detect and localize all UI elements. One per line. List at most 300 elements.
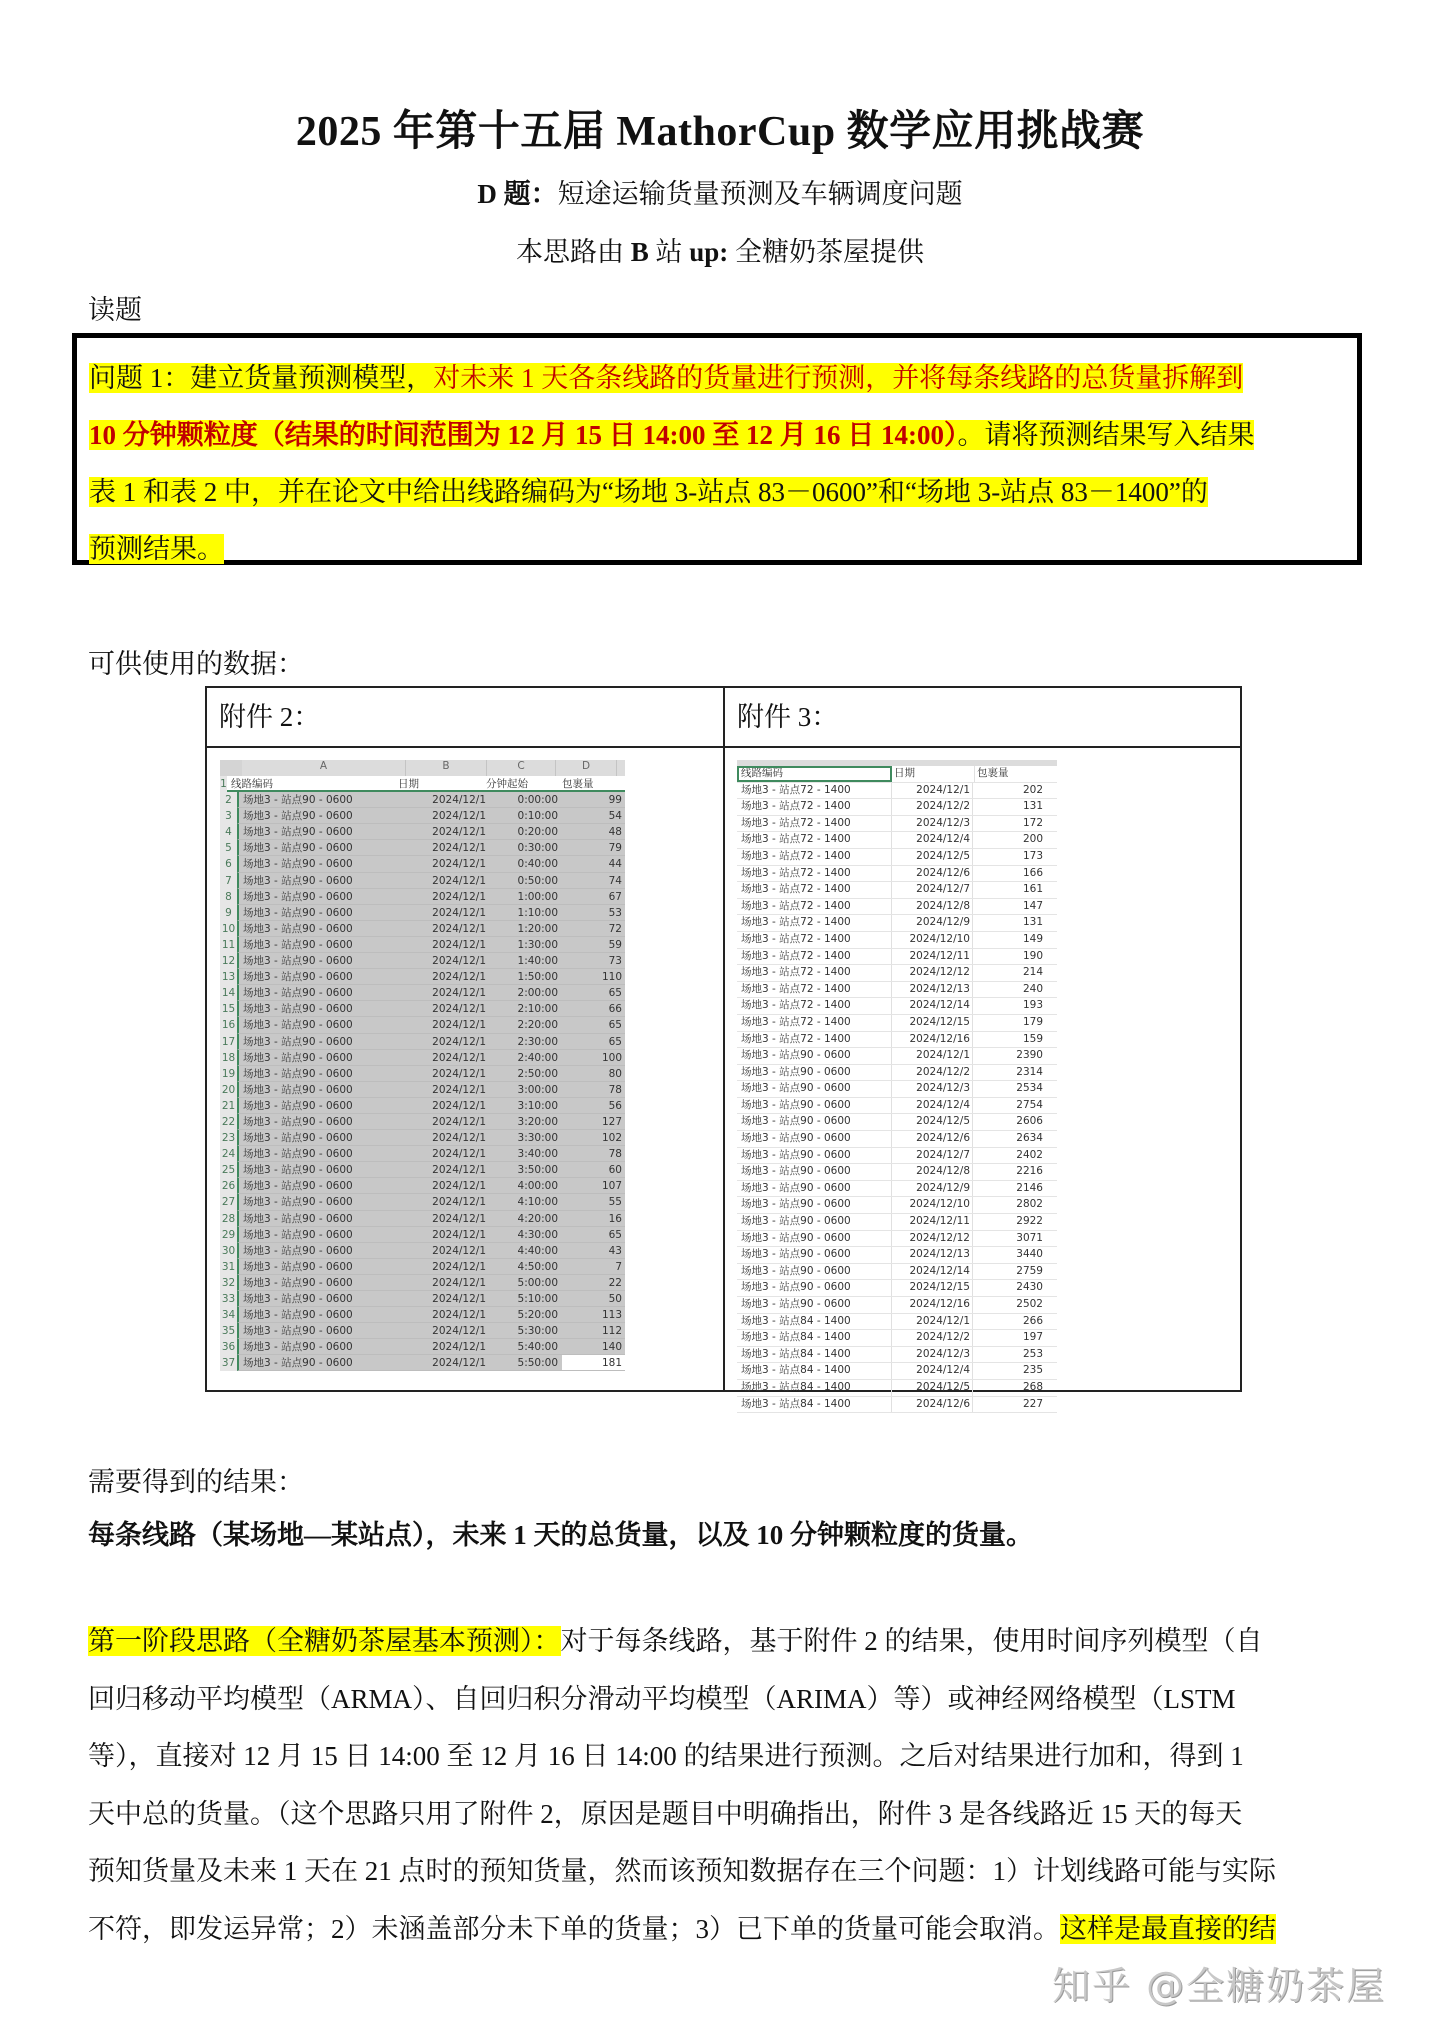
cell-date[interactable]: 2024/12/12 — [892, 1231, 973, 1247]
cell-package-count[interactable]: 65 — [608, 1035, 622, 1048]
table-row — [737, 1397, 1057, 1414]
cell-route-code[interactable]: 场地3 - 站点90 - 0600 — [737, 1081, 892, 1097]
table-row — [220, 1323, 625, 1339]
cell-route-code[interactable]: 场地3 - 站点90 - 0600 — [243, 1035, 353, 1048]
cell-date[interactable]: 2024/12/16 — [892, 1032, 973, 1048]
cell-package-count[interactable]: 202 — [1022, 783, 1043, 796]
cell-route-code[interactable]: 场地3 - 站点90 - 0600 — [737, 1181, 892, 1197]
cell-minute-start[interactable]: 3:30:00 — [517, 1132, 558, 1145]
cell-date[interactable]: 2024/12/1 — [432, 1115, 486, 1128]
cell-date[interactable]: 2024/12/1 — [892, 1048, 973, 1064]
cell-route-code[interactable]: 场地3 - 站点72 - 1400 — [737, 1032, 892, 1048]
cell-route-code[interactable]: 场地3 - 站点90 - 0600 — [243, 890, 353, 903]
cell-date[interactable]: 2024/12/15 — [892, 1280, 973, 1296]
cell-route-code[interactable]: 场地3 - 站点90 - 0600 — [243, 1357, 353, 1370]
table-row — [737, 1363, 1057, 1380]
cell-route-code[interactable]: 场地3 - 站点90 - 0600 — [243, 938, 353, 951]
row-number: 30 — [220, 1243, 237, 1259]
cell-route-code[interactable]: 场地3 - 站点90 - 0600 — [243, 842, 353, 855]
cell-route-code[interactable]: 场地3 - 站点90 - 0600 — [737, 1197, 892, 1213]
cell-minute-start[interactable]: 4:30:00 — [517, 1228, 558, 1241]
cell-package-count[interactable]: 112 — [601, 1325, 622, 1338]
cell-package-count[interactable]: 60 — [608, 1164, 622, 1177]
cell-minute-start[interactable]: 0:20:00 — [517, 826, 558, 839]
cell-date[interactable]: 2024/12/4 — [892, 1363, 973, 1379]
cell-package-count[interactable]: 53 — [608, 906, 622, 919]
col-letter-a: A — [242, 760, 406, 776]
cell-minute-start[interactable]: 2:30:00 — [517, 1035, 558, 1048]
cell-route-code[interactable]: 场地3 - 站点72 - 1400 — [737, 783, 892, 799]
cell-route-code[interactable]: 场地3 - 站点90 - 0600 — [737, 1131, 892, 1147]
cell-date[interactable]: 2024/12/1 — [432, 826, 486, 839]
cell-date[interactable]: 2024/12/1 — [432, 1228, 486, 1241]
credit-up: up: — [689, 237, 729, 267]
cell-route-code[interactable]: 场地3 - 站点90 - 0600 — [737, 1114, 892, 1130]
cell-date[interactable]: 2024/12/1 — [432, 1244, 486, 1257]
cell-minute-start[interactable]: 0:40:00 — [517, 858, 558, 871]
cell-date[interactable]: 2024/12/1 — [432, 906, 486, 919]
cell-package-count[interactable]: 102 — [601, 1132, 622, 1145]
cell-route-code[interactable]: 场地3 - 站点90 - 0600 — [243, 922, 353, 935]
cell-route-code[interactable]: 场地3 - 站点90 - 0600 — [243, 1260, 353, 1273]
question-text-2: 。请将预测结果写入结果 — [957, 420, 1255, 450]
table-row — [220, 1082, 625, 1098]
cell-date[interactable]: 2024/12/1 — [432, 1196, 486, 1209]
cell-route-code[interactable]: 场地3 - 站点72 - 1400 — [737, 799, 892, 815]
cell-route-code[interactable]: 场地3 - 站点72 - 1400 — [737, 982, 892, 998]
cell-route-code[interactable]: 场地3 - 站点90 - 0600 — [243, 810, 353, 823]
cell-date[interactable]: 2024/12/1 — [432, 890, 486, 903]
paragraph-line: 天中总的货量。（这个思路只用了附件 2，原因是题目中明确指出，附件 3 是各线路近 15 天的每天 — [88, 1798, 1243, 1829]
cell-package-count[interactable]: 2634 — [1016, 1132, 1043, 1145]
cell-package-count[interactable]: 159 — [1022, 1032, 1043, 1045]
table-row — [737, 1347, 1057, 1364]
row-number: 22 — [220, 1114, 237, 1130]
cell-route-code[interactable]: 场地3 - 站点90 - 0600 — [243, 1115, 353, 1128]
row-number: 11 — [220, 937, 237, 953]
cell-minute-start[interactable]: 5:20:00 — [517, 1309, 558, 1322]
cell-minute-start[interactable]: 3:40:00 — [517, 1148, 558, 1161]
cell-minute-start[interactable]: 5:00:00 — [517, 1276, 558, 1289]
cell-route-code[interactable]: 场地3 - 站点90 - 0600 — [243, 1325, 353, 1338]
row-cells — [237, 1146, 625, 1162]
cell-minute-start[interactable]: 1:20:00 — [517, 922, 558, 935]
results-text: 每条线路（某场地—某站点），未来 1 天的总货量，以及 10 分钟颗粒度的货量。 — [88, 1520, 1033, 1550]
cell-package-count[interactable]: 181 — [562, 1355, 625, 1370]
cell-minute-start[interactable]: 5:50:00 — [517, 1357, 558, 1370]
cell-date[interactable]: 2024/12/1 — [432, 1260, 486, 1273]
cell-minute-start[interactable]: 2:10:00 — [517, 1003, 558, 1016]
cell-package-count[interactable]: 110 — [601, 971, 622, 984]
cell-minute-start[interactable]: 1:40:00 — [517, 955, 558, 968]
cell-date[interactable]: 2024/12/1 — [432, 1003, 486, 1016]
cell-package-count[interactable]: 268 — [1022, 1380, 1043, 1393]
cell-date[interactable]: 2024/12/11 — [892, 949, 973, 965]
cell-package-count[interactable]: 2606 — [1016, 1115, 1043, 1128]
cell-route-code[interactable]: 场地3 - 站点90 - 0600 — [243, 1148, 353, 1161]
cell-date[interactable]: 2024/12/5 — [892, 1380, 973, 1396]
cell-date[interactable]: 2024/12/1 — [432, 842, 486, 855]
paragraph-line: 预知货量及未来 1 天在 21 点时的预知货量，然而该预知数据存在三个问题：1）计划线路可能与实际 — [88, 1856, 1276, 1886]
cell-package-count[interactable]: 65 — [608, 1019, 622, 1032]
cell-package-count[interactable]: 73 — [608, 955, 622, 968]
row-cells — [237, 1194, 625, 1210]
cell-date[interactable]: 2024/12/1 — [892, 783, 973, 799]
cell-package-count[interactable]: 240 — [1022, 982, 1043, 995]
cell-route-code[interactable]: 场地3 - 站点90 - 0600 — [243, 794, 353, 807]
cell-route-code[interactable]: 场地3 - 站点90 - 0600 — [243, 906, 353, 919]
cell-route-code[interactable]: 场地3 - 站点84 - 1400 — [737, 1330, 892, 1346]
cell-route-code[interactable]: 场地3 - 站点90 - 0600 — [243, 1132, 353, 1145]
cell-package-count[interactable]: 253 — [1022, 1347, 1043, 1360]
cell-route-code[interactable]: 场地3 - 站点90 - 0600 — [737, 1098, 892, 1114]
cell-route-code[interactable]: 场地3 - 站点90 - 0600 — [243, 1164, 353, 1177]
cell-package-count[interactable]: 127 — [601, 1115, 622, 1128]
table-row — [220, 905, 625, 921]
cell-minute-start[interactable]: 2:00:00 — [517, 987, 558, 1000]
cell-minute-start[interactable]: 4:50:00 — [517, 1260, 558, 1273]
table-row — [737, 949, 1057, 966]
cell-date[interactable]: 2024/12/1 — [432, 1212, 486, 1225]
cell-route-code[interactable]: 场地3 - 站点90 - 0600 — [243, 955, 353, 968]
cell-package-count[interactable]: 74 — [608, 874, 622, 887]
cell-route-code[interactable]: 场地3 - 站点90 - 0600 — [243, 1067, 353, 1080]
cell-package-count[interactable]: 197 — [1022, 1331, 1043, 1344]
cell-date[interactable]: 2024/12/3 — [892, 1081, 973, 1097]
cell-route-code[interactable]: 场地3 - 站点90 - 0600 — [243, 1293, 353, 1305]
table-row — [220, 856, 625, 872]
cell-route-code[interactable]: 场地3 - 站点72 - 1400 — [737, 949, 892, 965]
cell-date[interactable]: 2024/12/1 — [432, 1325, 486, 1338]
cell-date[interactable]: 2024/12/5 — [892, 1114, 973, 1130]
cell-date[interactable]: 2024/12/1 — [432, 1341, 486, 1354]
cell-date[interactable]: 2024/12/10 — [892, 1197, 973, 1213]
cell-route-code[interactable]: 场地3 - 站点72 - 1400 — [737, 1015, 892, 1031]
cell-date[interactable]: 2024/12/10 — [892, 932, 973, 948]
cell-package-count[interactable]: 78 — [608, 1148, 622, 1161]
cell-date[interactable]: 2024/12/15 — [892, 1015, 973, 1031]
cell-package-count[interactable]: 99 — [608, 794, 622, 807]
cell-package-count[interactable]: 179 — [1022, 1015, 1043, 1028]
cell-route-code[interactable]: 场地3 - 站点72 - 1400 — [737, 832, 892, 848]
table-row — [737, 915, 1057, 932]
cell-route-code[interactable]: 场地3 - 站点84 - 1400 — [737, 1363, 892, 1379]
cell-package-count[interactable]: 2390 — [1016, 1049, 1043, 1062]
read-section-label: 读题 — [88, 295, 142, 325]
cell-date[interactable]: 2024/12/1 — [432, 858, 486, 871]
cell-route-code[interactable]: 场地3 - 站点90 - 0600 — [737, 1231, 892, 1247]
table-row — [220, 824, 625, 840]
row-cells — [237, 969, 625, 985]
cell-date[interactable]: 2024/12/1 — [432, 1276, 486, 1289]
cell-route-code[interactable]: 场地3 - 站点90 - 0600 — [243, 826, 353, 839]
cell-package-count[interactable]: 16 — [608, 1212, 622, 1225]
cell-package-count[interactable]: 50 — [608, 1293, 622, 1305]
cell-package-count[interactable]: 2502 — [1016, 1298, 1043, 1310]
cell-minute-start[interactable]: 2:40:00 — [517, 1051, 558, 1064]
cell-route-code[interactable]: 场地3 - 站点90 - 0600 — [737, 1280, 892, 1296]
cell-minute-start[interactable]: 1:30:00 — [517, 938, 558, 951]
cell-date[interactable]: 2024/12/9 — [892, 1181, 973, 1197]
cell-date[interactable]: 2024/12/13 — [892, 982, 973, 998]
cell-package-count[interactable]: 3440 — [1016, 1248, 1043, 1261]
table-row — [737, 1065, 1057, 1082]
cell-date[interactable]: 2024/12/12 — [892, 965, 973, 981]
cell-date[interactable]: 2024/12/1 — [432, 938, 486, 951]
cell-route-code[interactable]: 场地3 - 站点90 - 0600 — [243, 1196, 353, 1209]
cell-package-count[interactable]: 44 — [608, 858, 622, 871]
cell-date[interactable]: 2024/12/14 — [892, 1264, 973, 1280]
row-number: 19 — [220, 1066, 237, 1082]
table-row — [737, 1048, 1057, 1065]
cell-date[interactable]: 2024/12/1 — [432, 1099, 486, 1112]
cell-package-count[interactable]: 3071 — [1016, 1231, 1043, 1244]
cell-minute-start[interactable]: 0:10:00 — [517, 810, 558, 823]
cell-package-count[interactable]: 43 — [608, 1244, 622, 1257]
cell-date[interactable]: 2024/12/11 — [892, 1214, 973, 1230]
cell-minute-start[interactable]: 5:30:00 — [517, 1325, 558, 1338]
cell-route-code[interactable]: 场地3 - 站点72 - 1400 — [737, 882, 892, 898]
cell-route-code[interactable]: 场地3 - 站点84 - 1400 — [737, 1397, 892, 1413]
cell-minute-start[interactable]: 3:20:00 — [517, 1115, 558, 1128]
credit-mid: 站 — [648, 237, 690, 267]
cell-package-count[interactable]: 227 — [1022, 1397, 1043, 1410]
cell-route-code[interactable]: 场地3 - 站点90 - 0600 — [243, 1341, 353, 1354]
cell-minute-start[interactable]: 1:10:00 — [517, 906, 558, 919]
cell-route-code[interactable]: 场地3 - 站点72 - 1400 — [737, 998, 892, 1014]
cell-route-code[interactable]: 场地3 - 站点84 - 1400 — [737, 1380, 892, 1396]
cell-package-count[interactable]: 172 — [1022, 816, 1043, 829]
cell-route-code[interactable]: 场地3 - 站点90 - 0600 — [243, 1228, 353, 1241]
cell-package-count[interactable]: 214 — [1022, 966, 1043, 979]
table-row — [220, 1194, 625, 1210]
cell-package-count[interactable]: 2534 — [1016, 1082, 1043, 1095]
cell-package-count[interactable]: 266 — [1022, 1314, 1043, 1327]
cell-date[interactable]: 2024/12/7 — [892, 882, 973, 898]
cell-route-code[interactable]: 场地3 - 站点90 - 0600 — [243, 1180, 353, 1193]
cell-date[interactable]: 2024/12/1 — [432, 955, 486, 968]
row-number: 16 — [220, 1017, 237, 1033]
cell-date[interactable]: 2024/12/1 — [432, 1132, 486, 1145]
cell-date[interactable]: 2024/12/14 — [892, 998, 973, 1014]
cell-date[interactable]: 2024/12/1 — [432, 1293, 486, 1305]
cell-date[interactable]: 2024/12/6 — [892, 1131, 973, 1147]
cell-date[interactable]: 2024/12/1 — [432, 1148, 486, 1161]
cell-minute-start[interactable]: 0:00:00 — [517, 794, 558, 807]
cell-date[interactable]: 2024/12/1 — [432, 987, 486, 1000]
cell-date[interactable]: 2024/12/1 — [432, 1357, 486, 1370]
cell-route-code[interactable]: 场地3 - 站点90 - 0600 — [243, 858, 353, 871]
row-cells — [237, 1339, 625, 1355]
cell-route-code[interactable]: 场地3 - 站点90 - 0600 — [243, 1003, 353, 1016]
cell-route-code[interactable]: 场地3 - 站点90 - 0600 — [737, 1214, 892, 1230]
cell-minute-start[interactable]: 3:10:00 — [517, 1099, 558, 1112]
cell-minute-start[interactable]: 3:50:00 — [517, 1164, 558, 1177]
table-row — [737, 1280, 1057, 1297]
cell-route-code[interactable]: 场地3 - 站点90 - 0600 — [243, 1083, 353, 1096]
cell-package-count[interactable]: 2402 — [1016, 1148, 1043, 1161]
cell-route-code[interactable]: 场地3 - 站点90 - 0600 — [243, 971, 353, 984]
cell-date[interactable]: 2024/12/7 — [892, 1148, 973, 1164]
cell-package-count[interactable]: 2314 — [1016, 1065, 1043, 1078]
cell-date[interactable]: 2024/12/13 — [892, 1247, 973, 1263]
cell-date[interactable]: 2024/12/6 — [892, 866, 973, 882]
attachment-2-label: 附件 2： — [207, 688, 723, 748]
cell-package-count[interactable]: 2802 — [1016, 1198, 1043, 1211]
cell-package-count[interactable]: 48 — [608, 826, 622, 839]
cell-date[interactable]: 2024/12/1 — [432, 810, 486, 823]
cell-date[interactable]: 2024/12/1 — [432, 1035, 486, 1048]
cell-package-count[interactable]: 80 — [608, 1067, 622, 1080]
cell-route-code[interactable]: 场地3 - 站点90 - 0600 — [737, 1065, 892, 1081]
cell-route-code[interactable]: 场地3 - 站点90 - 0600 — [737, 1164, 892, 1180]
cell-route-code[interactable]: 场地3 - 站点90 - 0600 — [737, 1247, 892, 1263]
cell-package-count[interactable]: 131 — [1022, 916, 1043, 929]
row-cells — [237, 1098, 625, 1114]
cell-route-code[interactable]: 场地3 - 站点90 - 0600 — [243, 1051, 353, 1064]
cell-route-code[interactable]: 场地3 - 站点90 - 0600 — [243, 1309, 353, 1322]
cell-package-count[interactable]: 100 — [601, 1051, 622, 1064]
cell-date[interactable]: 2024/12/3 — [892, 1347, 973, 1363]
cell-date[interactable]: 2024/12/8 — [892, 1164, 973, 1180]
cell-date[interactable]: 2024/12/9 — [892, 915, 973, 931]
cell-route-code[interactable]: 场地3 - 站点90 - 0600 — [737, 1297, 892, 1313]
cell-package-count[interactable]: 55 — [608, 1196, 622, 1209]
cell-minute-start[interactable]: 4:00:00 — [517, 1180, 558, 1193]
cell-route-code[interactable]: 场地3 - 站点90 - 0600 — [243, 1276, 353, 1289]
cell-route-code[interactable]: 场地3 - 站点90 - 0600 — [243, 987, 353, 1000]
cell-date[interactable]: 2024/12/1 — [432, 1019, 486, 1032]
cell-package-count[interactable]: 72 — [608, 922, 622, 935]
cell-package-count[interactable]: 149 — [1022, 932, 1043, 945]
cell-package-count[interactable]: 65 — [608, 987, 622, 1000]
cell-package-count[interactable]: 2430 — [1016, 1281, 1043, 1294]
cell-package-count[interactable]: 193 — [1022, 999, 1043, 1012]
cell-route-code[interactable]: 场地3 - 站点90 - 0600 — [737, 1048, 892, 1064]
cell-route-code[interactable]: 场地3 - 站点72 - 1400 — [737, 932, 892, 948]
cell-route-code[interactable]: 场地3 - 站点72 - 1400 — [737, 816, 892, 832]
cell-package-count[interactable]: 22 — [608, 1276, 622, 1289]
cell-package-count[interactable]: 200 — [1022, 833, 1043, 846]
cell-route-code[interactable]: 场地3 - 站点84 - 1400 — [737, 1314, 892, 1330]
cell-package-count[interactable]: 7 — [615, 1260, 622, 1273]
cell-date[interactable]: 2024/12/4 — [892, 1098, 973, 1114]
cell-route-code[interactable]: 场地3 - 站点72 - 1400 — [737, 866, 892, 882]
cell-date[interactable]: 2024/12/1 — [432, 1180, 486, 1193]
cell-date[interactable]: 2024/12/2 — [892, 1065, 973, 1081]
cell-route-code[interactable]: 场地3 - 站点90 - 0600 — [243, 874, 353, 887]
cell-package-count[interactable]: 107 — [601, 1180, 622, 1193]
cell-date[interactable]: 2024/12/1 — [432, 922, 486, 935]
cell-route-code[interactable]: 场地3 - 站点84 - 1400 — [737, 1347, 892, 1363]
cell-minute-start[interactable]: 3:00:00 — [517, 1083, 558, 1096]
cell-route-code[interactable]: 场地3 - 站点90 - 0600 — [243, 1212, 353, 1225]
cell-package-count[interactable]: 190 — [1022, 949, 1043, 962]
cell-package-count[interactable]: 65 — [608, 1228, 622, 1241]
cell-package-count[interactable]: 2216 — [1016, 1165, 1043, 1178]
table-row — [737, 1114, 1057, 1131]
cell-minute-start[interactable]: 0:50:00 — [517, 874, 558, 887]
cell-route-code[interactable]: 场地3 - 站点72 - 1400 — [737, 915, 892, 931]
cell-minute-start[interactable]: 2:20:00 — [517, 1019, 558, 1032]
cell-package-count[interactable]: 79 — [608, 842, 622, 855]
cell-route-code[interactable]: 场地3 - 站点72 - 1400 — [737, 849, 892, 865]
cell-date[interactable]: 2024/12/6 — [892, 1397, 973, 1413]
cell-route-code[interactable]: 场地3 - 站点90 - 0600 — [243, 1019, 353, 1032]
row-number: 29 — [220, 1227, 237, 1243]
cell-package-count[interactable]: 140 — [601, 1341, 622, 1354]
cell-date[interactable]: 2024/12/1 — [892, 1314, 973, 1330]
cell-date[interactable]: 2024/12/16 — [892, 1297, 973, 1313]
cell-minute-start[interactable]: 4:40:00 — [517, 1244, 558, 1257]
cell-route-code[interactable]: 场地3 - 站点90 - 0600 — [737, 1264, 892, 1280]
cell-date[interactable]: 2024/12/8 — [892, 899, 973, 915]
cell-date[interactable]: 2024/12/4 — [892, 832, 973, 848]
table-row — [220, 889, 625, 905]
cell-minute-start[interactable]: 4:20:00 — [517, 1212, 558, 1225]
cell-route-code[interactable]: 场地3 - 站点90 - 0600 — [243, 1099, 353, 1112]
cell-package-count[interactable]: 173 — [1022, 849, 1043, 862]
cell-minute-start[interactable]: 4:10:00 — [517, 1196, 558, 1209]
cell-package-count[interactable]: 161 — [1022, 883, 1043, 896]
cell-minute-start[interactable]: 5:40:00 — [517, 1341, 558, 1354]
cell-package-count[interactable]: 235 — [1022, 1364, 1043, 1377]
cell-date[interactable]: 2024/12/5 — [892, 849, 973, 865]
cell-package-count[interactable]: 113 — [601, 1309, 622, 1322]
cell-date[interactable]: 2024/12/1 — [432, 874, 486, 887]
cell-date[interactable]: 2024/12/1 — [432, 1083, 486, 1096]
cell-package-count[interactable]: 166 — [1022, 866, 1043, 879]
cell-package-count[interactable]: 56 — [608, 1099, 622, 1112]
cell-date[interactable]: 2024/12/2 — [892, 799, 973, 815]
cell-minute-start[interactable]: 5:10:00 — [517, 1293, 558, 1305]
cell-date[interactable]: 2024/12/1 — [432, 794, 486, 807]
row-cells — [237, 873, 625, 889]
cell-package-count[interactable]: 78 — [608, 1083, 622, 1096]
cell-route-code[interactable]: 场地3 - 站点90 - 0600 — [243, 1244, 353, 1257]
table-row — [220, 1098, 625, 1114]
cell-package-count[interactable]: 66 — [608, 1003, 622, 1016]
cell-date[interactable]: 2024/12/2 — [892, 1330, 973, 1346]
cell-package-count[interactable]: 2146 — [1016, 1181, 1043, 1194]
cell-package-count[interactable]: 54 — [608, 810, 622, 823]
col-letter-c: C — [487, 760, 556, 776]
cell-minute-start[interactable]: 0:30:00 — [517, 842, 558, 855]
cell-route-code[interactable]: 场地3 - 站点90 - 0600 — [737, 1148, 892, 1164]
cell-route-code[interactable]: 场地3 - 站点72 - 1400 — [737, 965, 892, 981]
header-package-count: 包裹量 — [562, 778, 594, 790]
cell-package-count[interactable]: 131 — [1022, 800, 1043, 813]
cell-date[interactable]: 2024/12/1 — [432, 1067, 486, 1080]
cell-route-code[interactable]: 场地3 - 站点72 - 1400 — [737, 899, 892, 915]
cell-date[interactable]: 2024/12/1 — [432, 1164, 486, 1177]
cell-minute-start[interactable]: 2:50:00 — [517, 1067, 558, 1080]
cell-package-count[interactable]: 2759 — [1016, 1264, 1043, 1277]
cell-package-count[interactable]: 147 — [1022, 899, 1043, 912]
table-row — [737, 1314, 1057, 1331]
cell-package-count[interactable]: 59 — [608, 938, 622, 951]
cell-minute-start[interactable]: 1:00:00 — [517, 890, 558, 903]
cell-date[interactable]: 2024/12/3 — [892, 816, 973, 832]
cell-package-count[interactable]: 2754 — [1016, 1098, 1043, 1111]
cell-package-count[interactable]: 2922 — [1016, 1215, 1043, 1228]
cell-date[interactable]: 2024/12/1 — [432, 1051, 486, 1064]
cell-minute-start[interactable]: 1:50:00 — [517, 971, 558, 984]
cell-date[interactable]: 2024/12/1 — [432, 1309, 486, 1322]
table-row — [220, 1307, 625, 1323]
cell-date[interactable]: 2024/12/1 — [432, 971, 486, 984]
cell-package-count[interactable]: 67 — [608, 890, 622, 903]
